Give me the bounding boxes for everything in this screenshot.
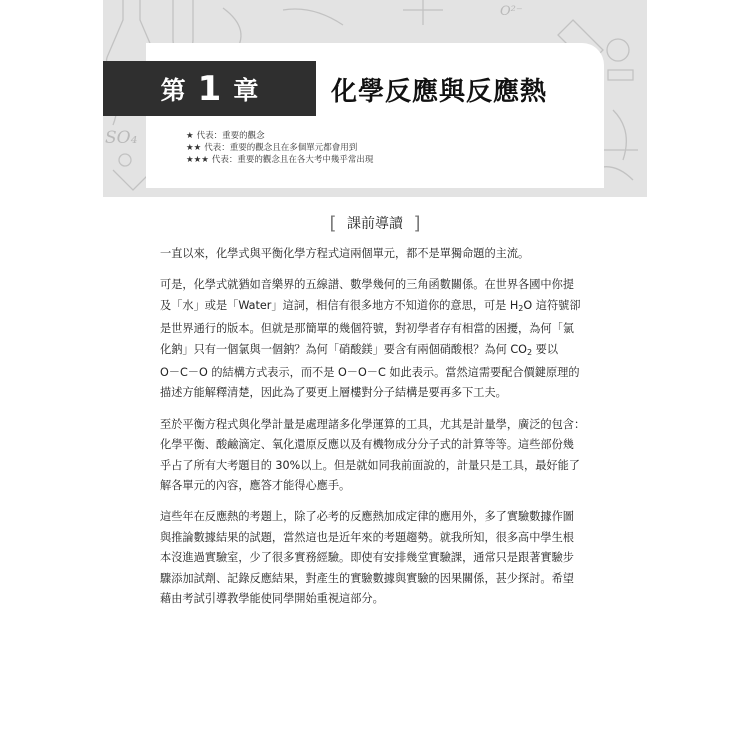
text-segment: 要以 — [532, 342, 559, 356]
text-line: 一直以來，化學式與平衡化學方程式這兩個單元，都不是單獨命題的主流。 — [160, 247, 530, 260]
text-line: O－C－O 的結構方式表示，而不是 O－O－C 如此表示。當然這需要配合價鍵原理的 — [160, 366, 580, 380]
legend-text: 代表：重要的觀念 — [196, 131, 265, 141]
paragraph-2 — [160, 275, 590, 403]
legend-text: 代表：重要的觀念且在各大考中幾乎常出現 — [211, 155, 374, 165]
text-line: 藉由考試引導教學能使同學開始重視這部分。 — [160, 592, 384, 606]
star-icon: ★★★ — [186, 155, 209, 165]
chapter-prefix: 第 — [160, 75, 186, 105]
text-segment: O 這符號卻 — [523, 298, 581, 312]
subscript: 2 — [527, 347, 533, 357]
text-line: 這些年在反應熱的考題上，除了必考的反應熱加成定律的應用外，多了實驗數據作圖 — [160, 510, 574, 524]
chapter-number: 1 — [197, 68, 222, 109]
text-line — [160, 296, 590, 319]
star-icon: ★★ — [186, 143, 202, 153]
text-segment: 化鈉」只有一個氯與一個鈉？為何「硝酸鎂」要含有兩個硝酸根？為何 CO — [160, 342, 527, 356]
bracket-right: ] — [413, 213, 421, 234]
star-icon: ★ — [186, 131, 194, 141]
legend-text: 代表：重要的觀念且在多個單元都會用到 — [204, 143, 358, 153]
chapter-number-box — [103, 61, 316, 116]
text-line: 與推論數據結果的試題，當然這也是近年來的考題趨勢。就我所知，很多高中學生根 — [160, 530, 574, 544]
chapter-title: 化學反應與反應熱 — [331, 77, 548, 107]
text-line: 本沒進過實驗室，少了很多實務經驗。即使有安排幾堂實驗課，通常只是跟著實驗步 — [160, 551, 574, 565]
text-line: 化學平衡、酸鹼滴定、氧化還原反應以及有機物成分分子式的計算等等。這些部份幾 — [160, 438, 574, 452]
paragraph-1 — [160, 244, 590, 264]
text-line: 驟添加試劑、記錄反應結果，對產生的實驗數據與實驗的因果關係，甚少探討。希望 — [160, 571, 574, 585]
subscript: 2 — [518, 303, 524, 313]
text-line — [160, 340, 590, 363]
text-segment: 及「水」或是「Water」這詞，相信有很多地方不知道你的意思，可是 H — [160, 298, 519, 312]
text-line: 可是，化學式就猶如音樂界的五線譜、數學幾何的三角函數關係。在世界各國中你提 — [160, 278, 574, 292]
text-line: 是世界通行的版本。但就是那簡單的幾個符號，對初學者存有相當的困擾，為何「氯 — [160, 322, 574, 336]
text-line: 乎占了所有大考題目的 30%以上。但是就如同我前面說的，計量只是工具，最好能了 — [160, 458, 580, 472]
legend-row — [186, 142, 373, 154]
deco-formula-sulfate: SO₄ — [105, 128, 138, 148]
importance-legend — [186, 130, 373, 166]
chapter-suffix: 章 — [233, 75, 259, 105]
paragraph-4 — [160, 507, 590, 609]
paragraph-3 — [160, 415, 590, 497]
legend-row — [186, 154, 373, 166]
deco-formula-oxygen: O²⁻ — [500, 4, 523, 19]
text-line: 解各單元的內容，應答才能得心應手。 — [160, 479, 351, 493]
text-line: 至於平衡方程式與化學計量是處理諸多化學運算的工具，尤其是計量學，廣泛的包含： — [160, 417, 586, 431]
legend-row — [186, 130, 373, 142]
article-body — [160, 244, 590, 621]
section-title: 課前導讀 — [347, 216, 403, 232]
section-heading — [0, 213, 750, 234]
text-line: 描述方能解釋清楚，因此為了要更上層樓對分子結構是要再多下工夫。 — [160, 386, 507, 400]
bracket-left: [ — [329, 213, 337, 234]
